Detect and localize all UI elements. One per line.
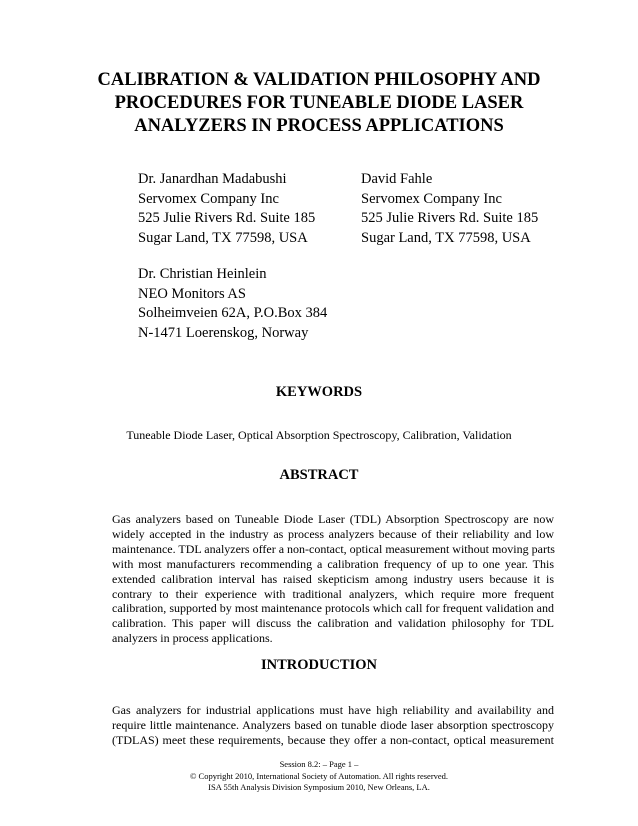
abstract-line: extended calibration interval has raised skepticism among industry users because it is (112, 571, 554, 586)
author-city: N-1471 Loerenskog, Norway (138, 324, 309, 341)
abstract-line: maintenance. TDL analyzers offer a non-contact, optical measurement without moving parts (112, 541, 555, 556)
author-address: 525 Julie Rivers Rd. Suite 185 (361, 210, 539, 226)
abstract-line: widely accepted in the industry as process analyzers because of their reliability and low (112, 526, 554, 541)
author-block-heinlein (138, 265, 327, 343)
introduction-line: (TDLAS) meet these requirements, because they offer a non-contact, optical measurement (112, 732, 554, 747)
author-name: Dr. Christian Heinlein (138, 266, 267, 282)
abstract-line: calibration, supported by most maintenance protocols which call for frequent validation and (112, 601, 554, 616)
author-name: David Fahle (361, 171, 433, 187)
author-name: Dr. Janardhan Madabushi (138, 171, 287, 187)
author-city: Sugar Land, TX 77598, USA (138, 229, 308, 246)
abstract-heading: ABSTRACT (279, 467, 359, 483)
page-footer (0, 759, 638, 794)
author-address: 525 Julie Rivers Rd. Suite 185 (138, 210, 316, 226)
paper-title (60, 69, 578, 138)
footer-session: Session 8.2: – Page 1 – (279, 759, 359, 769)
footer-symposium: ISA 55th Analysis Division Symposium 2010, New Orleans, LA. (208, 782, 430, 792)
abstract-body (112, 512, 554, 646)
abstract-line: calibration. This paper will discuss the calibration and validation philosophy for TDL (112, 616, 554, 631)
abstract-line: contrary to their experience with traditional analyzers, which require more frequent (112, 586, 554, 601)
author-address: Solheimveien 62A, P.O.Box 384 (138, 305, 328, 321)
author-block-madabushi (138, 170, 315, 248)
keywords-text: Tuneable Diode Laser, Optical Absorption Spectroscopy, Calibration, Validation (126, 428, 512, 442)
footer-copyright: © Copyright 2010, International Society of Automation. All rights reserved. (189, 770, 449, 781)
title-line: ANALYZERS IN PROCESS APPLICATIONS (134, 116, 504, 136)
title-line: PROCEDURES FOR TUNEABLE DIODE LASER (114, 93, 524, 113)
abstract-line: analyzers in process applications. (112, 631, 273, 646)
introduction-line: Gas analyzers for industrial applications must have high reliability and availability and (112, 703, 554, 717)
author-block-fahle (361, 170, 538, 248)
introduction-body (112, 703, 554, 748)
abstract-line: Gas analyzers based on Tuneable Diode Laser (TDL) Absorption Spectroscopy are now (112, 512, 554, 526)
introduction-heading: INTRODUCTION (260, 657, 377, 673)
author-affiliation: Servomex Company Inc (138, 190, 279, 207)
introduction-line: require little maintenance. Analyzers based on tunable diode laser absorption spectroscopy (112, 717, 554, 732)
author-affiliation: Servomex Company Inc (361, 190, 502, 207)
author-city: Sugar Land, TX 77598, USA (361, 229, 531, 246)
abstract-line: with most manufacturers recommending a calibration frequency of up to one year. This (112, 556, 554, 571)
keywords-heading: KEYWORDS (275, 384, 363, 400)
author-affiliation: NEO Monitors AS (138, 285, 246, 302)
title-line: CALIBRATION & VALIDATION PHILOSOPHY AND (97, 70, 541, 90)
